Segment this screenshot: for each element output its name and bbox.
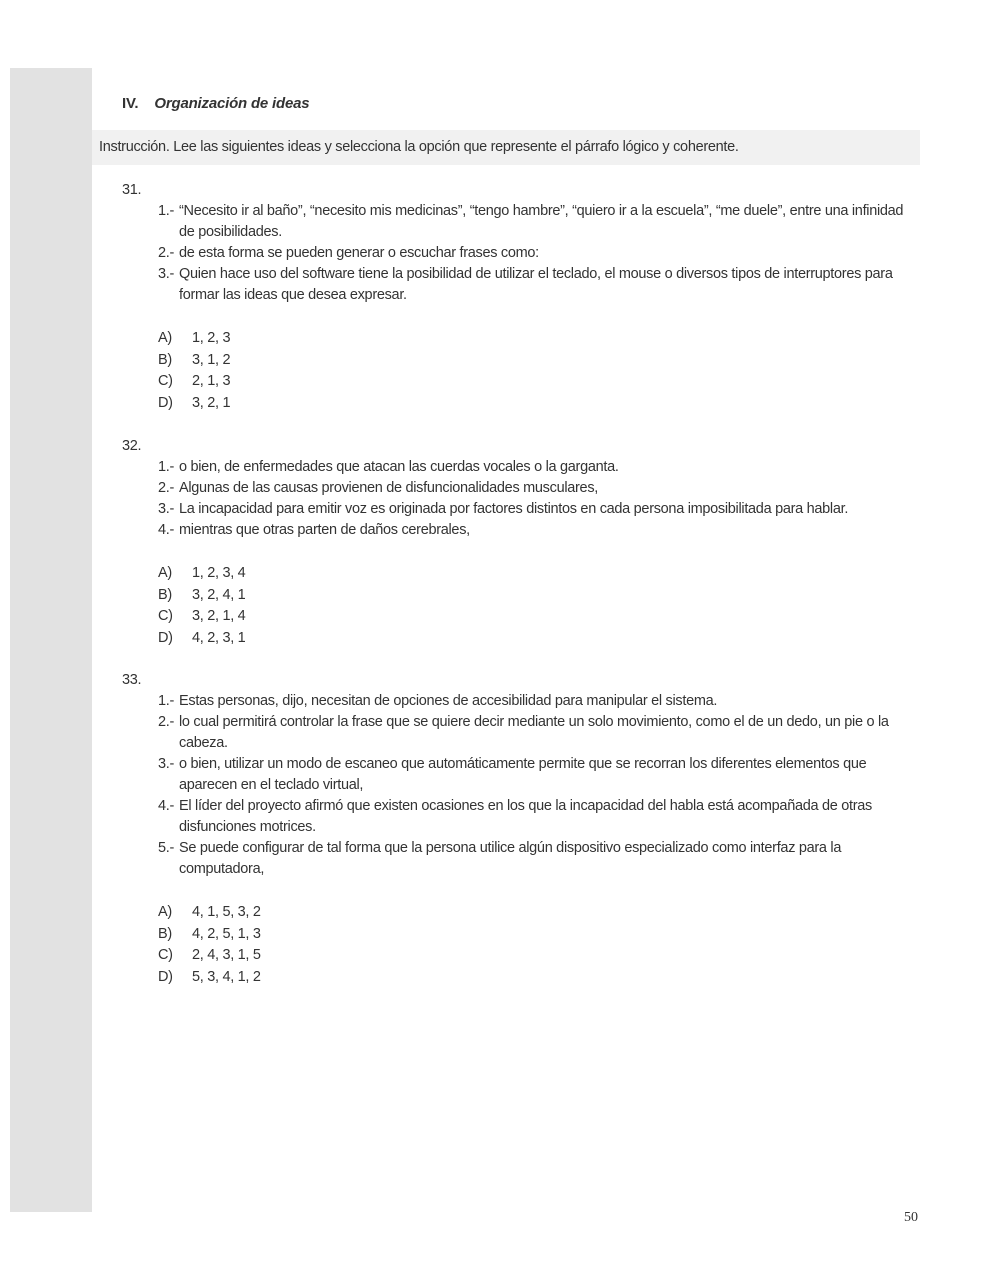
question-number: 31. [122, 182, 142, 198]
item-index: 2.- [158, 245, 175, 261]
item-index: 3.- [158, 501, 175, 517]
answer-option [122, 328, 922, 350]
question-item [122, 264, 922, 306]
answer-options [122, 902, 922, 988]
question-item [122, 478, 922, 499]
answer-option [122, 606, 922, 628]
option-letter: D) [158, 394, 173, 411]
item-text: “Necesito ir al baño”, “necesito mis medicinas”, “tengo hambre”, “quiero ir a la escuela”, “me duele”, entre una infinidad de posibilidades. [179, 203, 904, 240]
section-number: IV. [122, 95, 139, 112]
option-value: 3, 2, 1, 4 [192, 608, 246, 624]
question-item [122, 201, 922, 243]
option-letter: B) [158, 586, 172, 603]
item-text: La incapacidad para emitir voz es originada por factores distintos en cada persona imposibilitada para hablar. [179, 501, 849, 517]
option-letter: D) [158, 629, 173, 646]
option-value: 4, 2, 3, 1 [192, 629, 246, 646]
question-33 [122, 670, 922, 988]
option-letter: B) [158, 351, 172, 368]
instruction-bar [92, 130, 920, 165]
item-text: El líder del proyecto afirmó que existen ocasiones en los que la incapacidad del habla está acompañada de otras disfunciones motrices. [179, 798, 872, 835]
item-text: Se puede configurar de tal forma que la persona utilice algún dispositivo especializado como interfaz para la computadora, [179, 840, 842, 877]
answer-option [122, 945, 922, 967]
option-value: 3, 2, 4, 1 [192, 586, 246, 603]
item-text: o bien, de enfermedades que atacan las cuerdas vocales o la garganta. [179, 459, 619, 475]
option-letter: A) [158, 904, 172, 920]
item-index: 5.- [158, 840, 175, 856]
item-index: 4.- [158, 798, 175, 814]
question-item [122, 754, 922, 796]
item-index: 2.- [158, 714, 175, 730]
option-value: 4, 1, 5, 3, 2 [192, 904, 261, 920]
option-value: 5, 3, 4, 1, 2 [192, 968, 261, 985]
question-item [122, 243, 922, 264]
question-31 [122, 180, 922, 414]
option-letter: A) [158, 330, 172, 346]
question-item [122, 796, 922, 838]
option-value: 1, 2, 3 [192, 330, 231, 346]
option-letter: A) [158, 565, 172, 581]
question-number: 32. [122, 438, 142, 454]
item-index: 2.- [158, 480, 175, 496]
question-number: 33. [122, 672, 142, 688]
answer-option [122, 393, 922, 415]
answer-option [122, 902, 922, 924]
option-value: 1, 2, 3, 4 [192, 565, 246, 581]
item-text: Estas personas, dijo, necesitan de opciones de accesibilidad para manipular el sistema. [179, 693, 718, 709]
answer-option [122, 371, 922, 393]
option-letter: B) [158, 925, 172, 942]
item-text: Quien hace uso del software tiene la posibilidad de utilizar el teclado, el mouse o diversos tipos de interruptores para formar las ideas que desea expresar. [179, 266, 893, 303]
item-index: 1.- [158, 693, 175, 709]
option-value: 4, 2, 5, 1, 3 [192, 925, 261, 942]
question-item [122, 691, 922, 712]
answer-options [122, 328, 922, 414]
item-text: de esta forma se pueden generar o escuchar frases como: [179, 245, 539, 261]
answer-option [122, 628, 922, 650]
option-value: 2, 1, 3 [192, 373, 231, 389]
answer-option [122, 350, 922, 372]
option-letter: C) [158, 373, 173, 389]
question-item [122, 712, 922, 754]
item-text: o bien, utilizar un modo de escaneo que automáticamente permite que se recorran los diferentes elementos que aparecen en el teclado virtual, [179, 756, 867, 793]
item-index: 1.- [158, 459, 175, 475]
question-item [122, 457, 922, 478]
answer-option [122, 563, 922, 585]
item-text: Algunas de las causas provienen de disfuncionalidades musculares, [179, 480, 598, 496]
item-index: 4.- [158, 522, 175, 538]
question-item [122, 838, 922, 880]
option-letter: D) [158, 968, 173, 985]
answer-options [122, 563, 922, 649]
item-index: 3.- [158, 266, 175, 282]
question-item [122, 520, 922, 541]
question-item [122, 499, 922, 520]
answer-option [122, 585, 922, 607]
question-32 [122, 436, 922, 649]
answer-option [122, 924, 922, 946]
option-letter: C) [158, 608, 173, 624]
option-letter: C) [158, 947, 173, 963]
section-title: Organización de ideas [154, 95, 310, 112]
item-index: 1.- [158, 203, 175, 219]
left-margin-band [10, 68, 92, 1212]
item-text: lo cual permitirá controlar la frase que se quiere decir mediante un solo movimiento, como el de un dedo, un pie o la cabeza. [179, 714, 889, 751]
option-value: 3, 2, 1 [192, 394, 231, 411]
option-value: 3, 1, 2 [192, 351, 231, 368]
option-value: 2, 4, 3, 1, 5 [192, 947, 261, 963]
instruction-text: Instrucción. Lee las siguientes ideas y selecciona la opción que represente el párrafo lógico y coherente. [99, 139, 739, 155]
answer-option [122, 967, 922, 989]
item-index: 3.- [158, 756, 175, 772]
item-text: mientras que otras parten de daños cerebrales, [179, 522, 470, 538]
page-number: 50 [904, 1210, 918, 1225]
section-heading [122, 95, 309, 112]
